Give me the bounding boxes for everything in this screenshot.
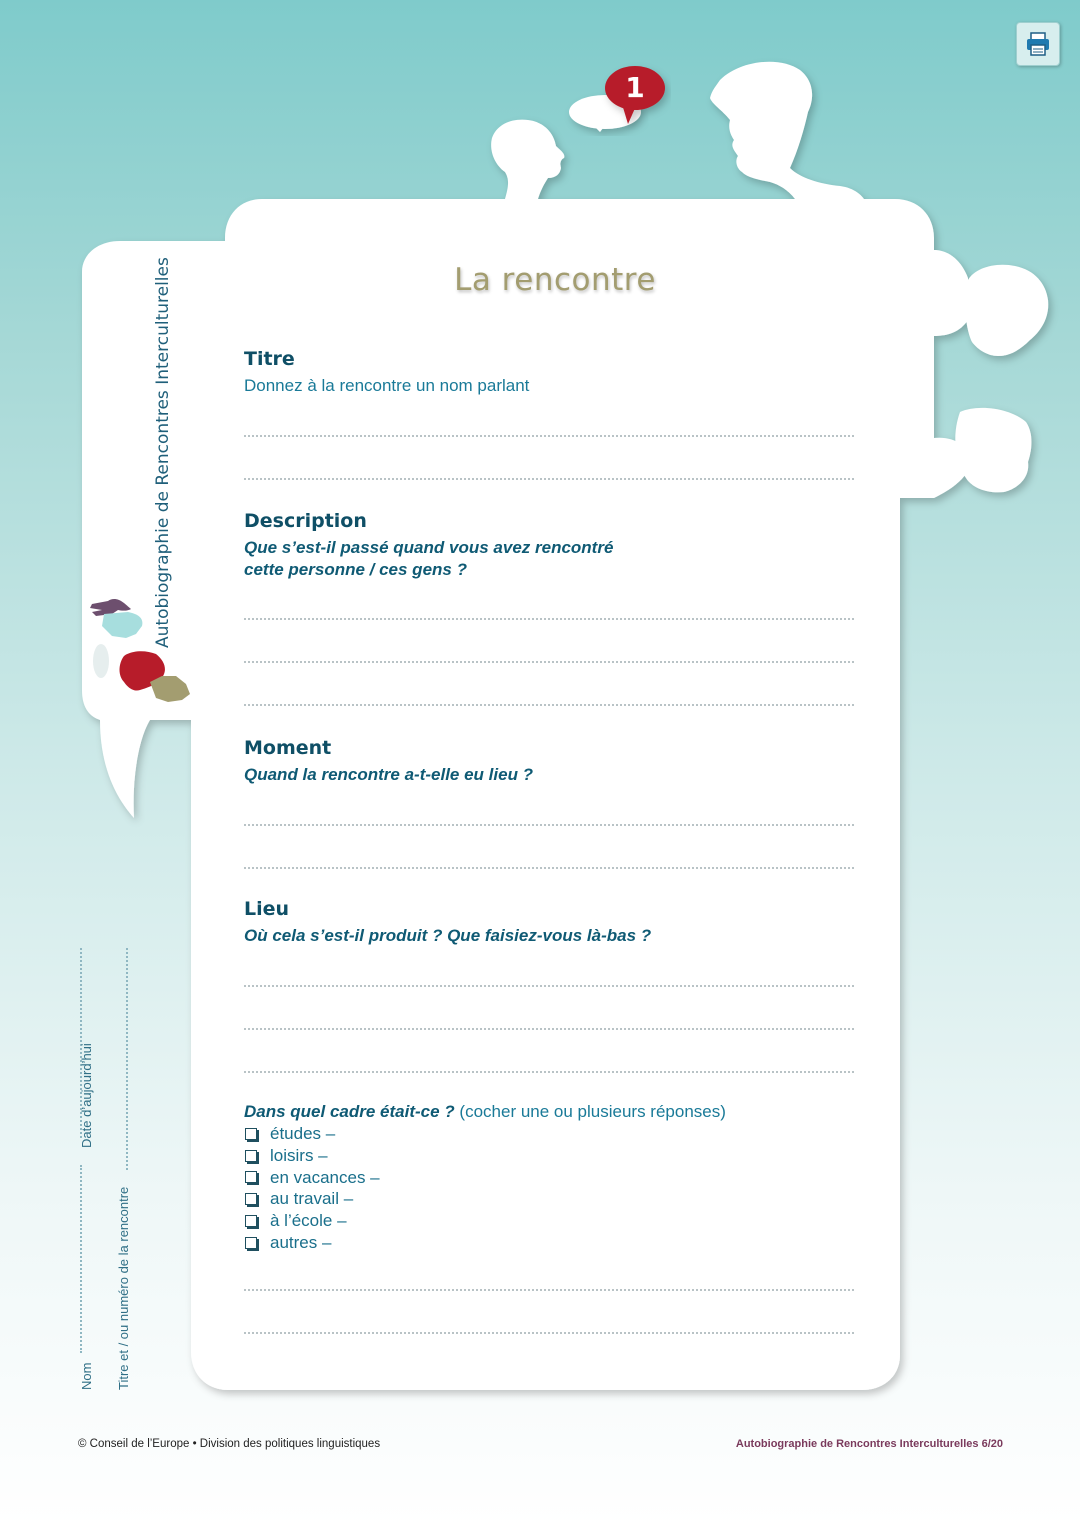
section-heading: Moment: [244, 737, 332, 759]
checkbox-label: au travail –: [270, 1189, 354, 1209]
footer-page-info: Autobiographie de Rencontres Interculturelles 6/20: [735, 1438, 1003, 1450]
checkbox-label: études –: [270, 1124, 336, 1143]
titre-numero-field-line[interactable]: [126, 948, 128, 1170]
checkbox-option[interactable]: [244, 1167, 856, 1189]
section-description: [244, 510, 856, 581]
answer-line[interactable]: [244, 1028, 854, 1030]
answer-line[interactable]: [244, 1332, 854, 1334]
checkbox-label: à l’école –: [270, 1211, 347, 1231]
section-prompt: Quand la rencontre a-t-elle eu lieu ?: [244, 765, 534, 784]
checkbox[interactable]: [245, 1215, 257, 1227]
cadre-options: [244, 1123, 856, 1254]
answer-line[interactable]: [244, 824, 854, 826]
section-prompt: cette personne / ces gens ?: [244, 560, 467, 579]
checkbox-option[interactable]: [244, 1188, 856, 1210]
checkbox[interactable]: [245, 1128, 257, 1140]
cadre-question: Dans quel cadre était-ce ?: [244, 1102, 455, 1121]
answer-line[interactable]: [244, 661, 854, 663]
section-prompt: Où cela s’est-il produit ? Que faisiez-vous là-bas ?: [244, 926, 652, 945]
checkbox-option[interactable]: [244, 1123, 856, 1145]
checkbox[interactable]: [245, 1150, 257, 1162]
print-button[interactable]: [1016, 22, 1060, 66]
nom-label: Nom: [79, 1362, 94, 1390]
section-titre: [244, 348, 856, 397]
section-prompt: Que s’est-il passé quand vous avez rencontré: [244, 538, 614, 557]
section-moment: [244, 737, 856, 786]
section-lieu: [244, 898, 856, 947]
checkbox-option[interactable]: [244, 1210, 856, 1232]
footer-copyright: © Conseil de l’Europe • Division des politiques linguistiques: [78, 1438, 381, 1450]
checkbox-label: loisirs –: [270, 1145, 328, 1165]
answer-line[interactable]: [244, 435, 854, 437]
answer-line[interactable]: [244, 618, 854, 620]
answer-line[interactable]: [244, 1071, 854, 1073]
section-heading: Lieu: [244, 898, 290, 920]
person-silhouette-icon: [710, 62, 864, 199]
answer-line[interactable]: [244, 985, 854, 987]
answer-line[interactable]: [244, 867, 854, 869]
nom-field-line[interactable]: [80, 1165, 82, 1353]
notification-badge: 1: [625, 71, 645, 104]
date-label: Date d’aujourd’hui: [79, 1043, 94, 1148]
answer-line[interactable]: [244, 478, 854, 480]
section-heading: Titre: [244, 348, 295, 370]
section-cadre: [244, 1101, 856, 1254]
checkbox[interactable]: [245, 1171, 257, 1183]
checkbox[interactable]: [245, 1237, 257, 1249]
tab-title: Autobiographie de Rencontres Interculturelles: [153, 257, 173, 648]
page-title: La rencontre: [454, 262, 656, 298]
checkbox-option[interactable]: [244, 1145, 856, 1167]
checkbox[interactable]: [245, 1193, 257, 1205]
answer-line[interactable]: [244, 1289, 854, 1291]
titre-numero-label: Titre et / ou numéro de la rencontre: [116, 1186, 131, 1390]
answer-line[interactable]: [244, 704, 854, 706]
person-silhouette-icon: [491, 120, 564, 199]
checkbox-label: autres –: [270, 1232, 332, 1252]
checkbox-option[interactable]: [244, 1232, 856, 1254]
person-silhouette-icon: [955, 408, 1031, 492]
printer-icon: [1024, 30, 1052, 58]
section-heading: Description: [244, 510, 367, 532]
checkbox-label: en vacances –: [270, 1167, 380, 1187]
section-prompt: Donnez à la rencontre un nom parlant: [244, 376, 530, 395]
cadre-hint: (cocher une ou plusieurs réponses): [459, 1102, 726, 1121]
